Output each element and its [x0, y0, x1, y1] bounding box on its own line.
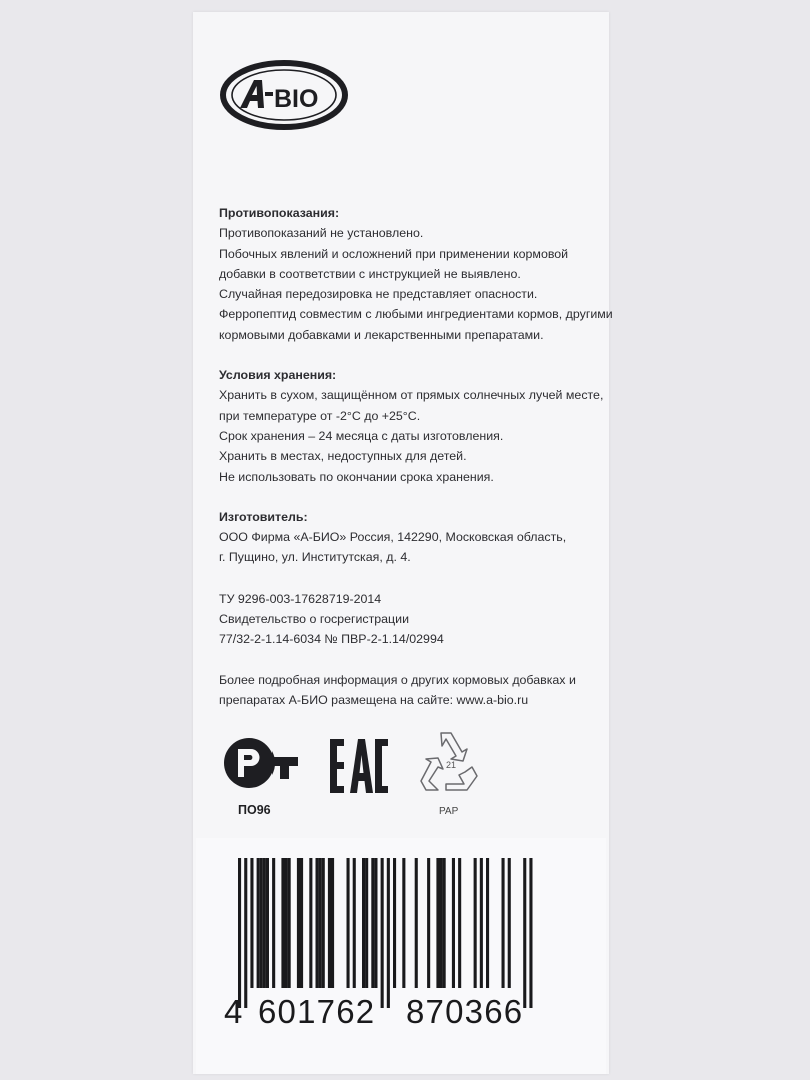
recycle-code: PAP [439, 806, 459, 817]
info-line: Более подробная информация о других кормовых добавках и [219, 672, 576, 687]
barcode-bar [402, 858, 405, 988]
barcode-bar [508, 858, 511, 988]
info-section [219, 670, 604, 711]
barcode-bar [328, 858, 331, 988]
manufacturer-line: ООО Фирма «А-БИО» Россия, 142290, Московская область, [219, 530, 567, 545]
registration-line: Свидетельство о госрегистрации [219, 612, 409, 627]
barcode-bar [322, 858, 325, 988]
contraindications-line: Побочных явлений и осложнений при применении кормовой [219, 246, 569, 261]
barcode-bar [371, 858, 374, 988]
barcode-bar [281, 858, 284, 988]
barcode-bar [285, 858, 288, 988]
eac-mark-icon [328, 737, 390, 795]
registration-section [219, 589, 604, 650]
barcode-bar [374, 858, 377, 988]
barcode-bar [331, 858, 334, 988]
pct-code: ПО96 [238, 803, 271, 817]
barcode-bar [393, 858, 396, 988]
storage-line: Хранить в местах, недоступных для детей. [219, 449, 467, 464]
barcode-area [196, 838, 606, 1074]
barcode-bar [436, 858, 439, 988]
barcode-bar [272, 858, 275, 988]
barcode-bar [316, 858, 319, 988]
certification-marks [222, 725, 492, 825]
contraindications-line: Случайная передозировка не представляет опасности. [219, 287, 538, 302]
barcode-bar [387, 858, 390, 1008]
contraindications-line: Ферропептид совместим с любыми ингредиентами кормов, другими [219, 307, 613, 322]
barcode-bar [309, 858, 312, 988]
storage-line: Срок хранения – 24 месяца с даты изготовления. [219, 428, 504, 443]
storage-section [219, 365, 604, 487]
barcode-bar [415, 858, 418, 988]
label-text [219, 203, 613, 730]
barcode-first-digit: 4 [224, 993, 244, 1030]
barcode-bar [266, 858, 269, 988]
barcode-bar [347, 858, 350, 988]
registration-line: ТУ 9296-003-17628719-2014 [219, 591, 382, 606]
barcode-bar [365, 858, 368, 988]
a-bio-logo [218, 58, 350, 132]
barcode-bar [297, 858, 300, 988]
barcode-bar [238, 858, 241, 1008]
barcode-bar [288, 858, 291, 988]
barcode-bar [381, 858, 384, 1008]
barcode-bar [440, 858, 443, 988]
storage-title: Условия хранения: [219, 368, 337, 383]
recycle-icon [414, 727, 486, 793]
barcode-bar [250, 858, 253, 988]
manufacturer-line: г. Пущино, ул. Институтская, д. 4. [219, 550, 411, 565]
barcode-bar [260, 858, 263, 988]
barcode-left-group: 601762 [258, 993, 376, 1030]
storage-line: при температуре от -2°С до +25°С. [219, 408, 421, 423]
barcode-right-group: 870366 [406, 993, 524, 1030]
barcode-bar [443, 858, 446, 988]
barcode-bar [300, 858, 303, 988]
barcode-bar [257, 858, 260, 988]
manufacturer-title: Изготовитель: [219, 509, 308, 524]
contraindications-section [219, 203, 613, 345]
barcode-bar [427, 858, 430, 988]
barcode-bar [458, 858, 461, 988]
recycle-number: 21 [446, 760, 457, 770]
barcode-bar [529, 858, 532, 1008]
contraindications-line: Противопоказаний не установлено. [219, 226, 424, 241]
barcode-bar [523, 858, 526, 1008]
storage-line: Хранить в сухом, защищённом от прямых солнечных лучей месте, [219, 388, 604, 403]
contraindications-line: кормовыми добавками и лекарственными препаратами. [219, 327, 544, 342]
barcode-bar [480, 858, 483, 988]
barcode-bar [353, 858, 356, 988]
manufacturer-section [219, 507, 604, 568]
barcode-bar [474, 858, 477, 988]
svg-text:BIO: BIO [274, 85, 319, 113]
barcode-bar [319, 858, 322, 988]
barcode-bar [263, 858, 266, 988]
contraindications-line: добавки в соответствии с инструкцией не выявлено. [219, 266, 521, 281]
pct-certification-icon [222, 735, 302, 791]
barcode-bar [486, 858, 489, 988]
barcode-bar [244, 858, 247, 1008]
barcode-bar [362, 858, 365, 988]
storage-line: Не использовать по окончании срока хранения. [219, 469, 494, 484]
registration-line: 77/32-2-1.14-6034 № ПВР-2-1.14/02994 [219, 632, 444, 647]
barcode-bar [452, 858, 455, 988]
barcode-bar [502, 858, 505, 988]
info-line: препаратах А-БИО размещена на сайте: www.a-bio.ru [219, 692, 529, 707]
contraindications-title: Противопоказания: [219, 206, 340, 220]
